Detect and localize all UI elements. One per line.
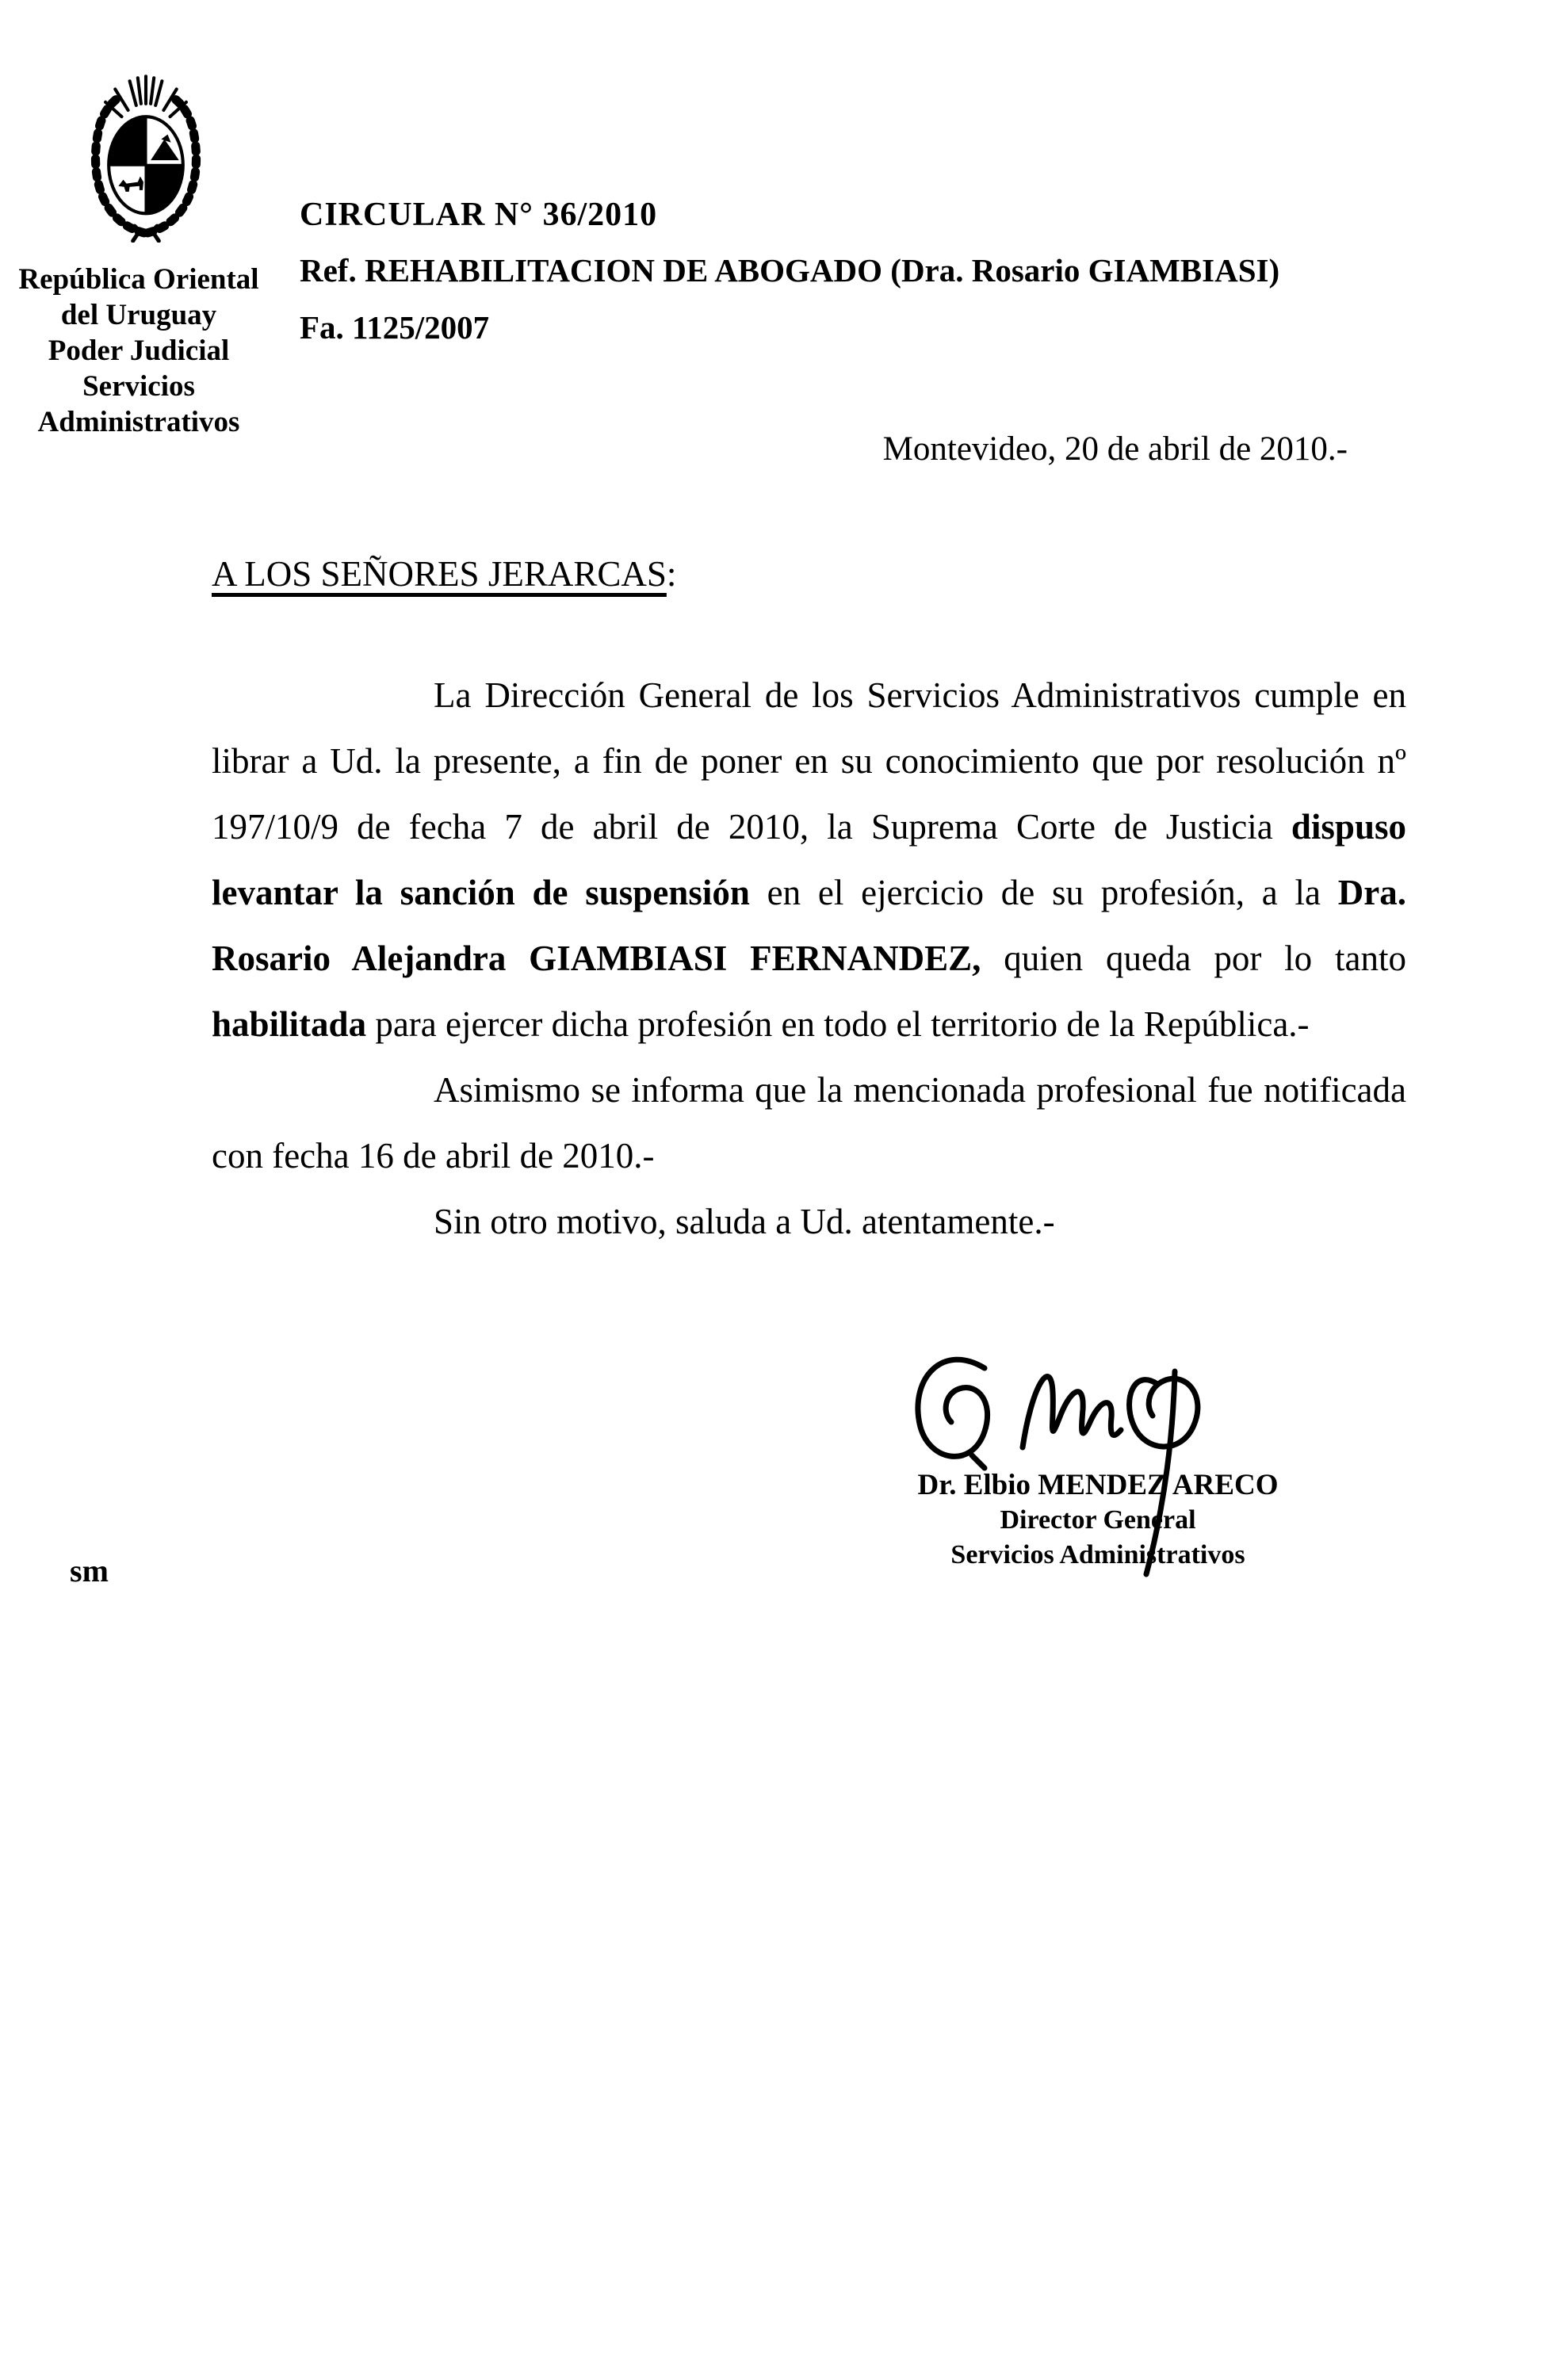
institution-line: Servicios	[82, 370, 195, 403]
institution-name-block	[6, 262, 271, 440]
institution-line: del Uruguay	[60, 299, 217, 331]
file-number: Fa. 1125/2007	[300, 309, 490, 346]
institution-line: Administrativos	[37, 406, 240, 438]
institution-line: República Oriental	[18, 263, 259, 296]
letter-body	[212, 663, 1406, 1255]
signature-block	[904, 1338, 1292, 1573]
salutation-colon: :	[666, 554, 677, 594]
letter-header	[300, 197, 1330, 346]
typist-initials: sm	[70, 1553, 109, 1589]
body-paragraph: Asimismo se informa que la mencionada profesional fue notificada con fecha 16 de abril de 2010.-	[212, 1070, 1406, 1176]
circular-number: CIRCULAR N° 36/2010	[300, 197, 658, 233]
body-paragraph: Sin otro motivo, saluda a Ud. atentamente.-	[434, 1202, 1055, 1241]
signatory-name: Dr. Elbio MENDEZ ARECO	[917, 1469, 1279, 1501]
body-paragraph: La Dirección General de los Servicios Administrativos cumple en librar a Ud. la presente, a fin de poner en su conocimiento que por resolución nº 197/10/9 de fecha 7 de abril de 2010, la Suprema Corte de Justicia dispuso levantar la sanción de suspensión en el ejercicio de su profesión, a la Dra. Rosario Alejandra GIAMBIASI FERNANDEZ, quien queda por lo tanto habilitada para ejercer dicha profesión en todo el territorio de la República.-	[212, 675, 1407, 1044]
reference-line: Ref. REHABILITACION DE ABOGADO (Dra. Rosario GIAMBIASI)	[300, 252, 1280, 289]
signatory-department: Servicios Administrativos	[950, 1540, 1245, 1569]
salutation-text: A LOS SEÑORES JERARCAS	[212, 554, 667, 594]
institution-line: Poder Judicial	[48, 335, 230, 367]
uruguay-coat-of-arms-icon	[79, 65, 212, 243]
signatory-title: Director General	[1000, 1505, 1196, 1535]
salutation	[212, 553, 676, 594]
dateline: Montevideo, 20 de abril de 2010.-	[882, 430, 1348, 468]
